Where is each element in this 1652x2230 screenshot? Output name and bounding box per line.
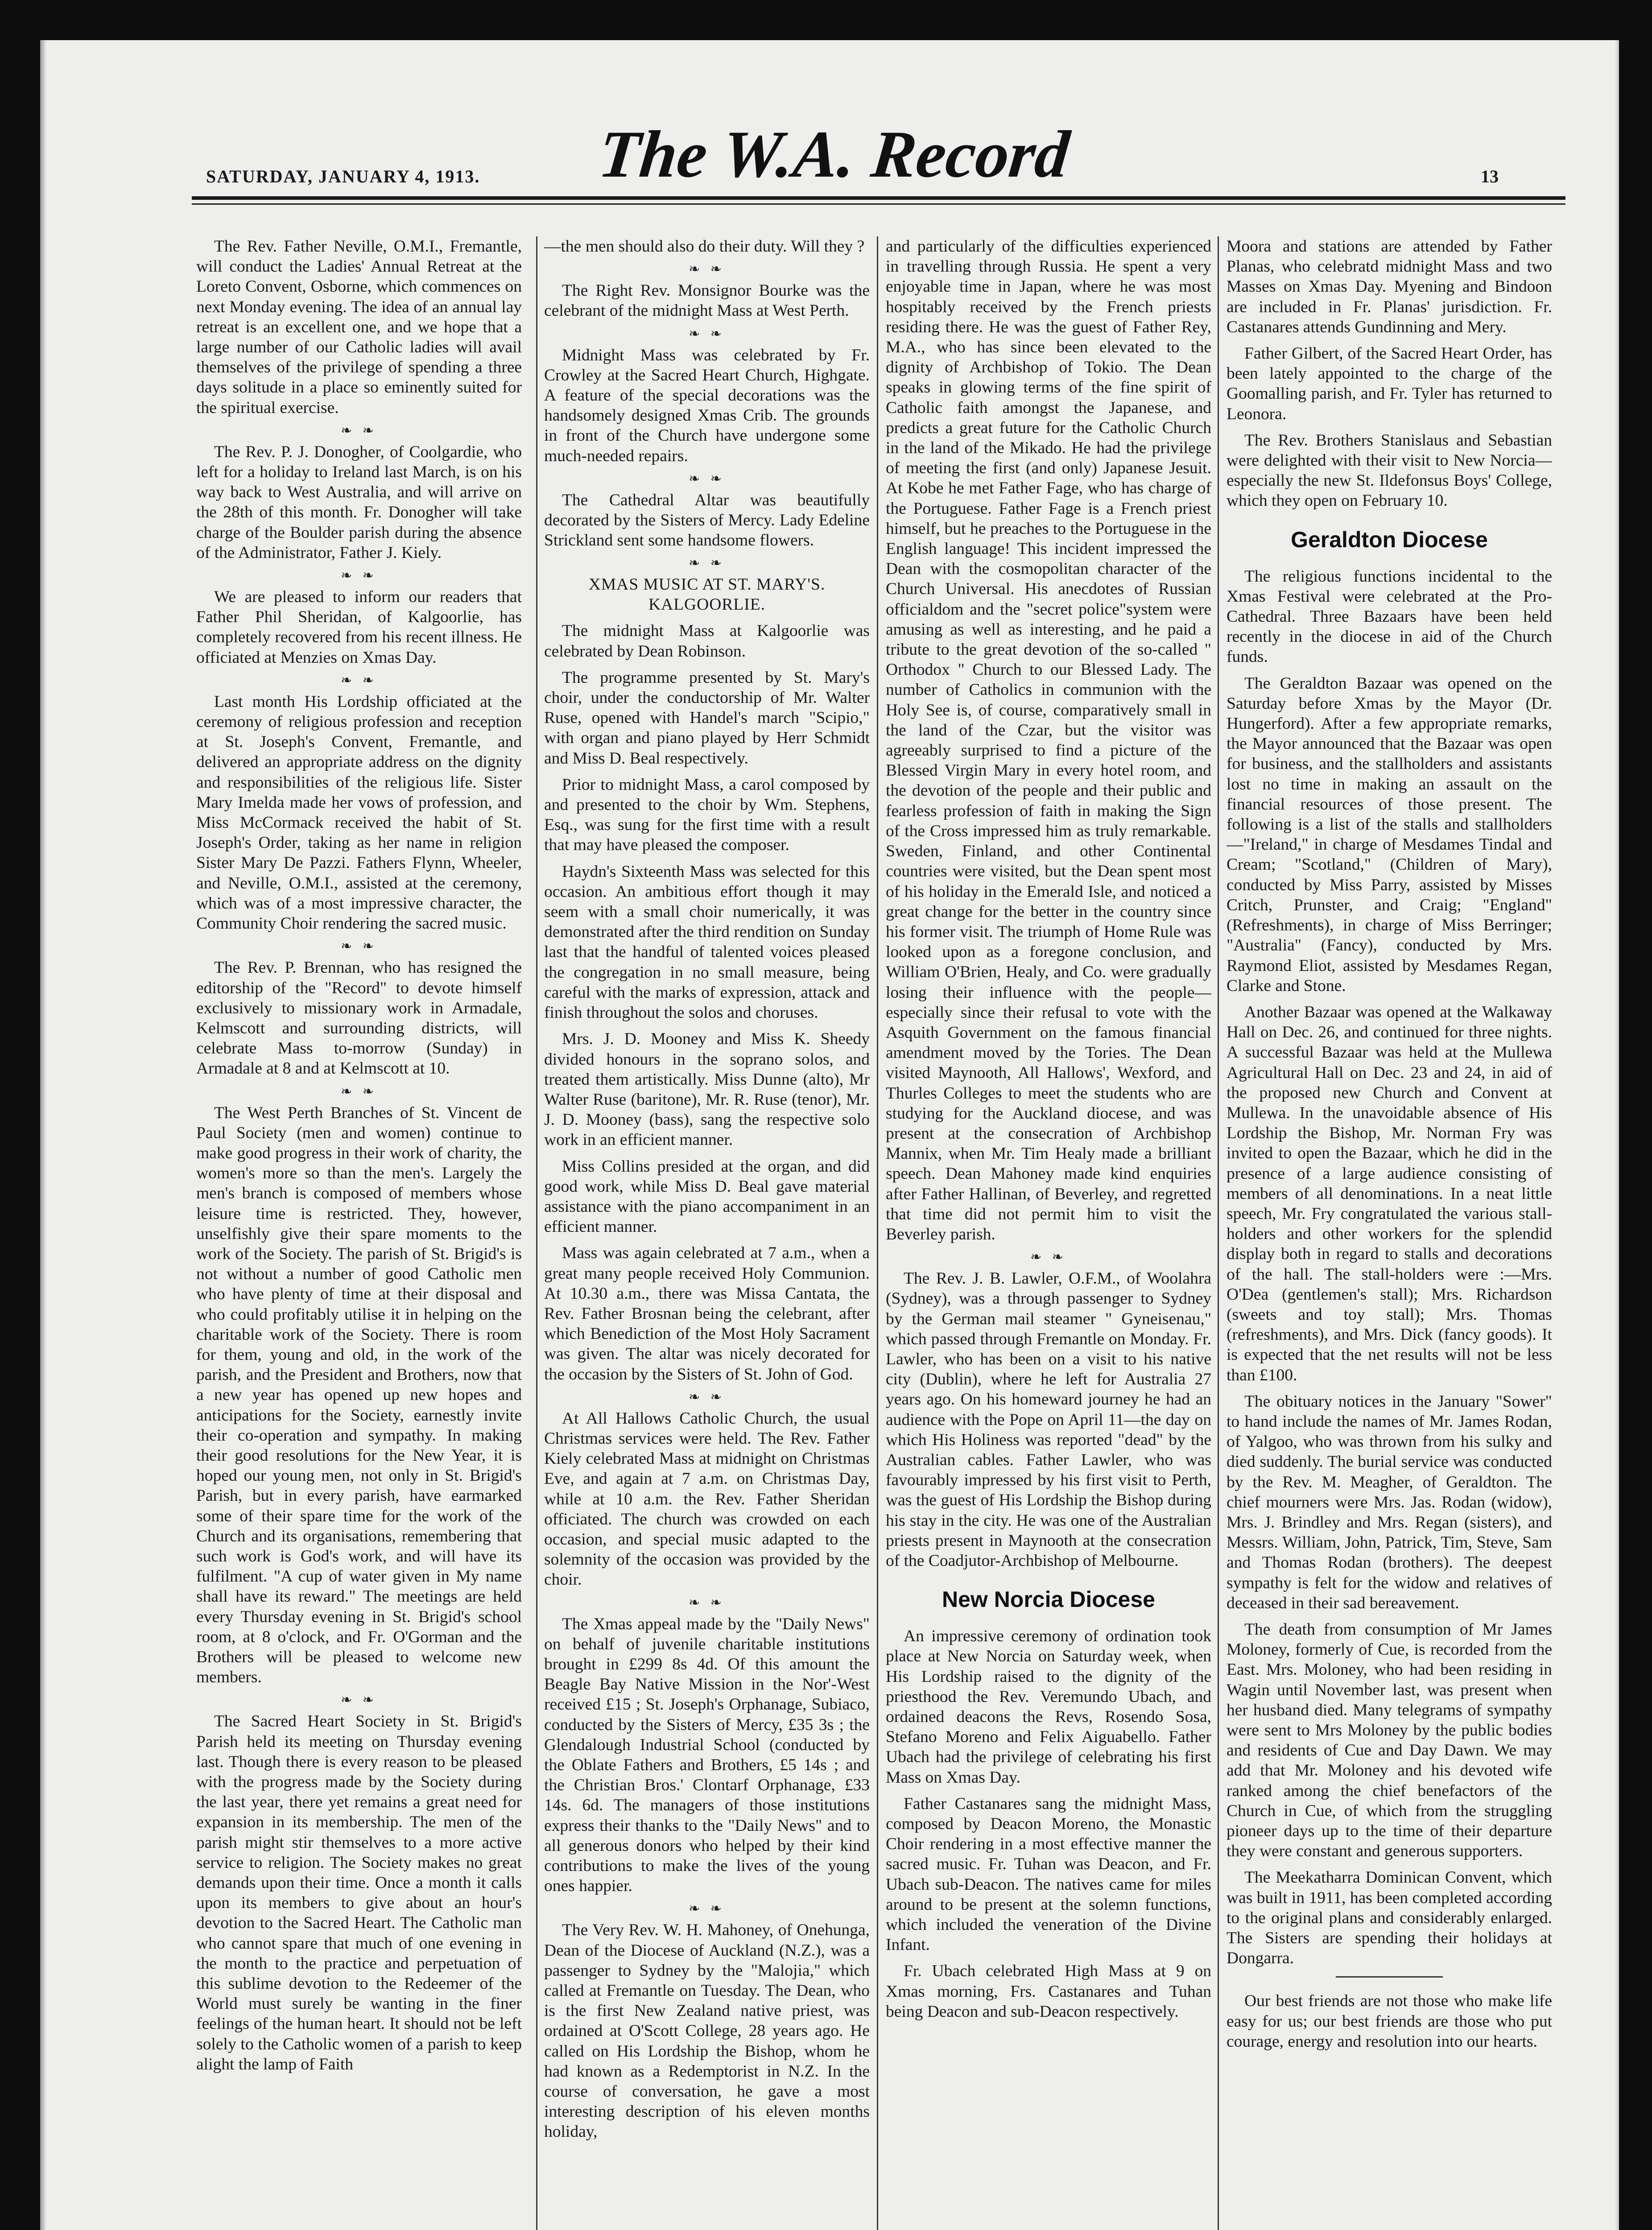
article-paragraph: The Cathedral Altar was beautifully decorated by the Sisters of Mercy. Lady Edeline Strickland sent some handsome flowers.	[544, 491, 870, 550]
article-paragraph: We are pleased to inform our readers that Father Phil Sheridan, of Kalgoorlie, has completely recovered from his recent illness. He officiated at Menzies on Xmas Day.	[196, 588, 522, 667]
item-separator: ❧ ❧	[341, 1693, 377, 1708]
article-paragraph: The obituary notices in the January "Sower" to hand include the names of Mr. James Rodan, of Yalgoo, who was thrown from his sulky and died suddenly. The burial service was conducted by the Rev. M. Meagher, of Geraldton. The chief mourners were Mrs. Jas. Rodan (widow), Mrs. J. Brindley and Mrs. Regan (sisters), and Messrs. William, John, Patrick, Tim, Steve, Sam and Thomas Rodan (brothers). The deepest sympathy is felt for the widow and relatives of deceased in their sad bereavement.	[1227, 1392, 1552, 1612]
newspaper-title: The W.A. Record	[595, 117, 1073, 191]
article-paragraph: Father Castanares sang the midnight Mass, composed by Deacon Moreno, the Monastic Choir rendering in a most effective manner the sacred music. Fr. Tuhan was Deacon, and Fr. Ubach sub-Deacon. The natives came for miles around to be present at the solemn functions, which included the veneration of the Divine Infant.	[886, 1794, 1211, 1954]
column-4	[1227, 236, 1552, 2230]
article-paragraph: Our best friends are not those who make life easy for us; our best friends are those who put courage, energy and resolution into our hearts.	[1227, 1992, 1552, 2051]
item-separator: ❧ ❧	[689, 1389, 725, 1404]
article-paragraph: The Very Rev. W. H. Mahoney, of Onehunga, Dean of the Diocese of Auckland (N.Z.), was a passenger to Sydney by the "Malojia," which called at Fremantle on Tuesday. The Dean, who is the first New Zealand native priest, was ordained at O'Scott College, 28 years ago. He called on His Lordship the Bishop, whom he had known as a Redemptorist in N.Z. In the course of conversation, he gave a most interesting description of his eleven months holiday,	[544, 1921, 870, 2141]
article-paragraph: The Right Rev. Monsignor Bourke was the celebrant of the midnight Mass at West Perth.	[544, 281, 870, 320]
sub-heading: XMAS MUSIC AT ST. MARY'S. KALGOORLIE.	[588, 575, 826, 614]
masthead-rule	[192, 203, 1565, 205]
item-separator: ❧ ❧	[1030, 1250, 1067, 1265]
article-paragraph: The Rev. Father Neville, O.M.I., Fremantle, will conduct the Ladies' Annual Retreat at the Loreto Convent, Osborne, which commences on next Monday evening. The idea of an annual lay retreat is an excellent one, and we hope that a large number of our Catholic ladies will avail themselves of the privilege of spending a three days solitude in a place so eminently suited for the spiritual exercise.	[196, 237, 522, 417]
item-separator: ❧ ❧	[341, 1084, 377, 1099]
article-paragraph: Last month His Lordship officiated at the ceremony of religious profession and reception at St. Joseph's Convent, Fremantle, and delivered an appropriate address on the dignity and responsibilities of the religious life. Sister Mary Imelda made her vows of profession, and Miss McCormack received the habit of St. Joseph's Order, taking as her name in religion Sister Mary De Pazzi. Fathers Flynn, Wheeler, and Neville, O.M.I., assisted at the ceremony, which was of a most impressive character, the Community Choir rendering the sacred music.	[196, 692, 522, 933]
newspaper-page	[40, 40, 1619, 2230]
item-separator: ❧ ❧	[689, 471, 725, 486]
item-separator: ❧ ❧	[689, 556, 725, 571]
article-paragraph: The programme presented by St. Mary's choir, under the conductorship of Mr. Walter Ruse, opened with Handel's march "Scipio," with organ and piano played by Herr Schmidt and Miss D. Beal respectively.	[544, 668, 870, 768]
column-1	[196, 236, 522, 2230]
article-paragraph: Prior to midnight Mass, a carol composed by and presented to the choir by Wm. Stephens, Esq., was sung for the first time with a result that may have pleased the composer.	[544, 775, 870, 855]
column-divider	[877, 236, 878, 2230]
article-paragraph: An impressive ceremony of ordination took place at New Norcia on Saturday week, when His Lordship raised to the dignity of the priesthood the Rev. Veremundo Ubach, and ordained deacons the Revs, Rosendo Sosa, Stefano Moreno and Felix Aiguabello. Father Ubach had the privilege of celebrating his first Mass on Xmas Day.	[886, 1627, 1211, 1787]
article-paragraph: —the men should also do their duty. Will they ?	[544, 237, 865, 256]
article-paragraph: At All Hallows Catholic Church, the usual Christmas services were held. The Rev. Father Kiely celebrated Mass at midnight on Christmas Eve, and again at 7 a.m. on Christmas Day, while at 10 a.m. the Rev. Father Sheridan officiated. The church was crowded on each occasion, and special music adapted to the solemnity of the occasion was provided by the choir.	[544, 1409, 870, 1589]
article-paragraph: and particularly of the difficulties experienced in travelling through Russia. He spent a very enjoyable time in Japan, where he was most hospitably received by the French priests residing there. He was the guest of Father Rey, M.A., who has since been elevated to the dignity of Archbishop of Tokio. The Dean speaks in glowing terms of the fine spirit of Catholic faith amongst the Japanese, and predicts a great future for the Catholic Church in the land of the Mikado. He had the privilege of meeting the first (and only) Japanese Jesuit. At Kobe he met Father Fage, who has charge of the Portuguese. Father Fage is a French priest himself, but he preaches to the Portuguese in the English language! This incident impressed the Dean with the cosmopolitan character of the Church Universal. His anecdotes of Russian officialdom and the "secret police"system were amusing as well as interesting, and he paid a tribute to the great devotion of the so-called " Orthodox " Church to our Blessed Lady. The number of Catholics in communion with the Holy See is, of course, comparatively small in the land of the Czar, but the visitor was agreeably surprised to find a picture of the Blessed Virgin Mary in every hotel room, and the devotion of the people and their public and fearless profession of faith in making the Sign of the Cross impressed him as truly remarkable. Sweden, Finland, and other Continental countries were visited, but the Dean spent most of his holiday in the Emerald Isle, and noticed a great change for the better in the country since his former visit. The triumph of Home Rule was looked upon as a foregone conclusion, and William O'Brien, Healy, and Co. were gradually losing their influence with the people—especially since their refusal to vote with the Asquith Government on the famous financial amendment moved by the Tories. The Dean visited Maynooth, All Hallows', Wexford, and Thurles Colleges to meet the students who are studying for the Auckland diocese, and was present at the consecration of Archbishop Mannix, when Mr. Tim Healy made a brilliant speech. Dean Mahoney made kind enquiries after Father Hallinan, of Beverley, and regretted that time did not permit him to visit the Beverley parish.	[886, 237, 1211, 1243]
article-paragraph: Midnight Mass was celebrated by Fr. Crowley at the Sacred Heart Church, Highgate. A feature of the special decorations was the handsomely designed Xmas Crib. The grounds in front of the Church have undergone some much-needed repairs.	[544, 346, 870, 465]
article-paragraph: Fr. Ubach celebrated High Mass at 9 on Xmas morning, Frs. Castanares and Tuhan being Deacon and sub-Deacon respectively.	[886, 1962, 1211, 2021]
article-paragraph: Father Gilbert, of the Sacred Heart Order, has been lately appointed to the charge of the Goomalling parish, and Fr. Tyler has returned to Leonora.	[1227, 344, 1552, 423]
item-separator: ❧ ❧	[341, 423, 377, 438]
item-separator: ❧ ❧	[341, 568, 377, 583]
article-paragraph: The Rev. J. B. Lawler, O.F.M., of Woolahra (Sydney), was a through passenger to Sydney by the German mail steamer " Gyneisenau," which passed through Fremantle on Monday. Fr. Lawler, who has been on a visit to his native city (Dublin), where he left for Australia 27 years ago. On his homeward journey he had an audience with the Pope on April 11—the day on which His Holiness was reported "dead" by the Australian cables. Father Lawler, who was favourably impressed by his first visit to Perth, was the guest of His Lordship the Bishop during his stay in the city. He was one of the Australian priests present in Maynooth at the consecration of the Coadjutor-Archbishop of Melbourne.	[886, 1269, 1211, 1570]
item-separator: ❧ ❧	[689, 1901, 725, 1916]
article-paragraph: The Meekatharra Dominican Convent, which was built in 1911, has been completed according to the original plans and considerably enlarged. The Sisters are spending their holidays at Dongarra.	[1227, 1868, 1552, 1968]
column-divider	[1218, 236, 1219, 2230]
article-paragraph: The midnight Mass at Kalgoorlie was celebrated by Dean Robinson.	[544, 622, 870, 661]
section-rule	[1336, 1976, 1443, 1978]
article-paragraph: Mass was again celebrated at 7 a.m., when a great many people received Holy Communion. At 10.30 a.m., there was Missa Cantata, the Rev. Father Brosnan being the celebrant, after which Benediction of the Most Holy Sacrament was given. The altar was nicely decorated for the occasion by the Sisters of St. John of God.	[544, 1244, 870, 1383]
article-paragraph: Another Bazaar was opened at the Walkaway Hall on Dec. 26, and continued for three nights. A successful Bazaar was held at the Mullewa Agricultural Hall on Dec. 23 and 24, in aid of the proposed new Church and Convent at Mullewa. In the unavoidable absence of His Lordship the Bishop, Mr. Norman Fry was invited to open the Bazaar, which he did in the presence of a large audience consisting of members of all denominations. In a neat little speech, Mr. Fry congratulated the various stall-holders and other workers for the splendid display both in regard to stalls and decorations of the hall. The stall-holders were :—Mrs. O'Dea (gentlemen's stall); Mrs. Richardson (sweets and toy stall); Mrs. Thomas (refreshments), and Mrs. Dick (fancy goods). It is expected that the net results will not be less than £100.	[1227, 1003, 1552, 1384]
column-2	[544, 236, 870, 2230]
page-edge-shadow	[1615, 40, 1619, 2230]
article-paragraph: The Xmas appeal made by the "Daily News" on behalf of juvenile charitable institutions brought in £299 8s 4d. Of this amount the Beagle Bay Native Mission in the Nor'-West received £15 ; St. Joseph's Orphanage, Subiaco, conducted by the Sisters of Mercy, £35 3s ; the Glendalough Industrial School (conducted by the Oblate Fathers and Brothers, £5 14s ; and the Christian Bros.' Clontarf Orphanage, £33 14s. 6d. The managers of those institutions express their thanks to the "Daily News" and to all generous donors who helped by their kind contributions to make the lives of the young ones happier.	[544, 1615, 870, 1896]
article-paragraph: The Geraldton Bazaar was opened on the Saturday before Xmas by the Mayor (Dr. Hungerford). After a few appropriate remarks, the Mayor announced that the Bazaar was open for business, and the stallholders and assistants lost no time in making an assault on the financial resources of those present. The following is a list of the stalls and stallholders —"Ireland," in charge of Mesdames Tindal and Cream; "Scotland," (Children of Mary), conducted by Miss Parry, assisted by Misses Critch, Prunster, and Craig; "England" (Refreshments), in charge of Miss Berringer; "Australia" (Fancy), conducted by Mrs. Raymond Eliot, assisted by Mesdames Regan, Clarke and Stone.	[1227, 674, 1552, 995]
page-number: 13	[1481, 166, 1499, 186]
article-paragraph: The Rev. P. Brennan, who has resigned the editorship of the "Record" to devote himself exclusively to missionary work in Armadale, Kelmscott and surrounding districts, will celebrate Mass to-morrow (Sunday) in Armadale at 8 and at Kelmscott at 10.	[196, 958, 522, 1078]
column-divider	[536, 236, 537, 2230]
article-paragraph: The Rev. P. J. Donogher, of Coolgardie, who left for a holiday to Ireland last March, is on his way back to West Australia, and will arrive on the 28th of this month. Fr. Donogher will take charge of the Boulder parish during the absence of the Administrator, Father J. Kiely.	[196, 442, 522, 562]
article-paragraph: The religious functions incidental to the Xmas Festival were celebrated at the Pro-Cathedral. Three Bazaars have been held recently in the diocese in aid of the Church funds.	[1227, 567, 1552, 666]
article-paragraph: The Rev. Brothers Stanislaus and Sebastian were delighted with their visit to New Norcia—especially the new St. Ildefonsus Boys' College, which they open on February 10.	[1227, 431, 1552, 510]
item-separator: ❧ ❧	[689, 1595, 725, 1610]
section-heading: Geraldton Diocese	[1291, 527, 1488, 552]
item-separator: ❧ ❧	[341, 673, 377, 688]
column-3	[886, 236, 1211, 2230]
article-paragraph: The West Perth Branches of St. Vincent de Paul Society (men and women) continue to make good progress in their work of charity, the women's more so than the men's. Largely the men's branch is composed of members whose leisure time is restricted. They, however, unselfishly give their spare moments to the work of the Society. The parish of St. Brigid's is not without a number of good Catholic men who have plenty of time at their disposal and who could profitably utilise it in helping on the charitable work of the Society. There is room for them, young and old, in the work of the parish, and the President and Brothers, now that a new year has opened up new hopes and anticipations for the Society, earnestly invite their co-operation and sympathy. In making their good resolutions for the New Year, it is hoped our young men, not only in St. Brigid's Parish, but in every parish, have earmarked some of their spare time for the work of the Church and its organisations, remembering that such work is God's work, and will have its fulfilment. "A cup of water given in My name shall have its reward." The meetings are held every Thursday evening in St. Brigid's school room, at 8 o'clock, and Fr. O'Gorman and the Brothers will be pleased to welcome new members.	[196, 1103, 522, 1687]
item-separator: ❧ ❧	[689, 262, 725, 277]
article-paragraph: The death from consumption of Mr James Moloney, formerly of Cue, is recorded from the East. Mrs. Moloney, who had been residing in Wagin until November last, was present when her husband died. Many telegrams of sympathy were sent to Mrs Moloney by the public bodies and residents of Cue and Day Dawn. We may add that Mr. Moloney and his devoted wife ranked among the chief benefactors of the Church in Cue, of which from the struggling pioneer days up to the time of their departure they were constant and generous supporters.	[1227, 1620, 1552, 1861]
article-paragraph: Moora and stations are attended by Father Planas, who celebratd midnight Mass and two Masses on Xmas Day. Myening and Bindoon are included in Fr. Planas' jurisdiction. Fr. Castanares attends Gundinning and Mery.	[1227, 237, 1552, 336]
item-separator: ❧ ❧	[341, 939, 377, 954]
section-heading: New Norcia Diocese	[942, 1587, 1155, 1612]
article-paragraph: Mrs. J. D. Mooney and Miss K. Sheedy divided honours in the soprano solos, and treated them artistically. Miss Dunne (alto), Mr Walter Ruse (baritone), Mr. R. Ruse (tenor), Mr. J. D. Mooney (bass), sang the respective solo work in an efficient manner.	[544, 1030, 870, 1149]
page-edge-shadow	[40, 40, 46, 2230]
masthead-rule	[192, 196, 1565, 200]
article-paragraph: Haydn's Sixteenth Mass was selected for this occasion. An ambitious effort though it may seem with a small choir numerically, it was demonstrated after the third rendition on Sunday last that the handful of talented voices pleased the congregation in no small measure, being careful with the marks of expression, attack and finish throughout the solos and choruses.	[544, 862, 870, 1022]
article-paragraph: The Sacred Heart Society in St. Brigid's Parish held its meeting on Thursday evening last. Though there is every reason to be pleased with the progress made by the Society during the last year, there yet remains a great need for expansion in its membership. The men of the parish might stir themselves to a more active service to religion. The Society makes no great demands upon their time. Once a month it calls upon its members to give about an hour's devotion to the Sacred Heart. The Catholic man who cannot spare that much of one evening in the month to the practice and perpetuation of this sublime devotion to the Redeemer of the World must surely be wanting in the finer feelings of the human heart. It should not be left solely to the Catholic women of a parish to keep alight the lamp of Faith	[196, 1712, 522, 2073]
masthead	[40, 40, 1619, 210]
issue-date: SATURDAY, JANUARY 4, 1913.	[206, 166, 480, 186]
article-paragraph: Miss Collins presided at the organ, and did good work, while Miss D. Beal gave material assistance with the piano accompaniment in an efficient manner.	[544, 1157, 870, 1236]
item-separator: ❧ ❧	[689, 326, 725, 341]
